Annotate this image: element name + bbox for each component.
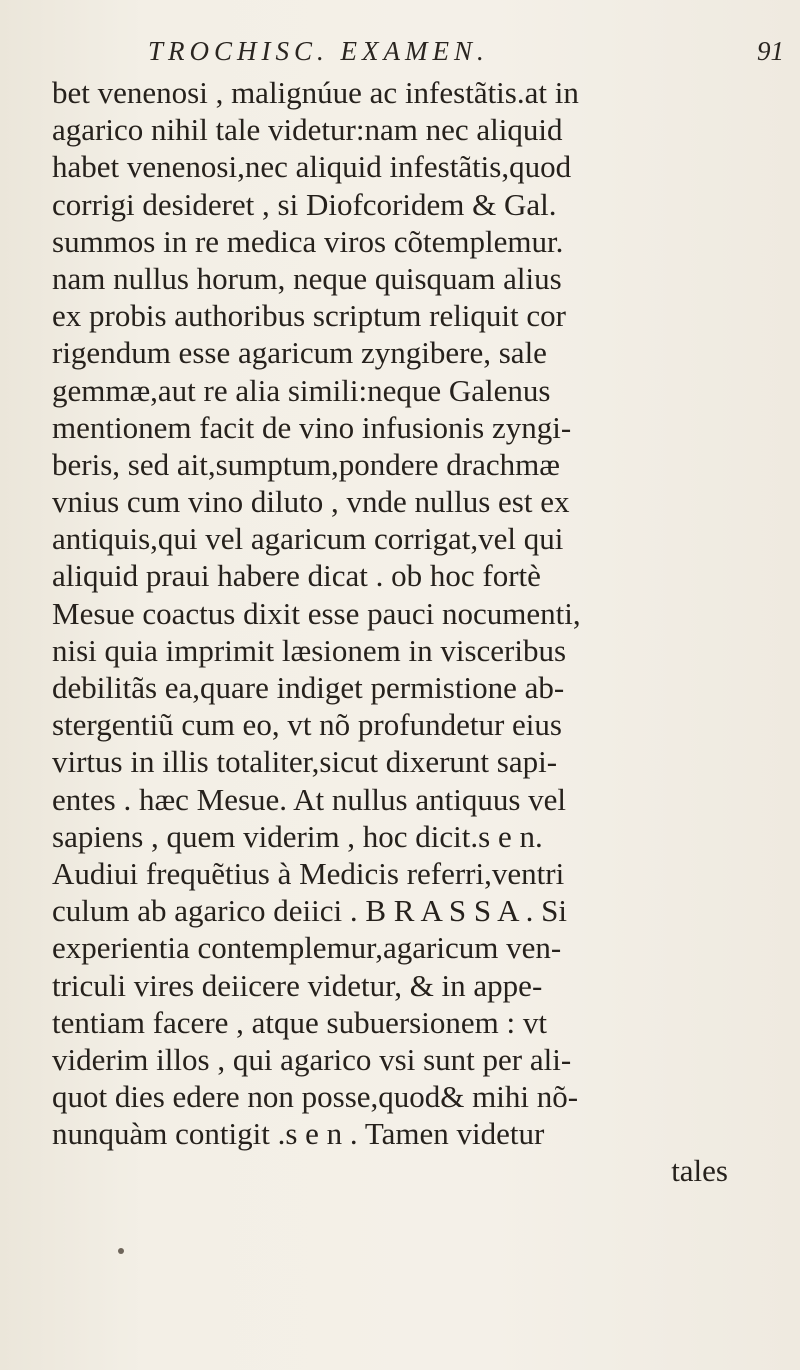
text-line: aliquid praui habere dicat . ob hoc fortè — [52, 558, 541, 594]
text-line: nam nullus horum, neque quisquam alius — [52, 260, 562, 296]
text-line: rigendum esse agaricum zyngibere, sale — [52, 335, 547, 371]
text-line: entes . hæc Mesue. At nullus antiquus vel — [52, 781, 567, 817]
text-line: sapiens , quem viderim , hoc dicit.s e n. — [52, 818, 543, 854]
text-line: habet venenosi,nec aliquid infestãtis,quod — [52, 149, 572, 185]
text-line: vnius cum vino diluto , vnde nullus est ex — [52, 484, 570, 520]
running-title: TROCHISC. EXAMEN. — [148, 36, 489, 66]
text-line: Audiui frequẽtius à Medicis referri,ventri — [52, 855, 565, 891]
body-text — [52, 74, 788, 1190]
text-line: nisi quia imprimit læsionem in visceribus — [52, 632, 567, 668]
text-line: bet venenosi , malignúue ac infestãtis.at in — [52, 75, 579, 110]
text-line: summos in re medica viros cõtemplemur. — [52, 223, 564, 259]
text-line: tentiam facere , atque subuersionem : vt — [52, 1004, 547, 1040]
text-line: Mesue coactus dixit esse pauci nocumenti, — [52, 595, 581, 631]
ink-speck — [118, 1248, 124, 1254]
text-line: viderim illos , qui agarico vsi sunt per ali- — [52, 1041, 572, 1077]
text-line: experientia contemplemur,agaricum ven- — [52, 930, 562, 966]
text-line: agarico nihil tale videtur:nam nec aliquid — [52, 112, 563, 148]
text-line: culum ab agarico deiici . B R A S S A . Si — [52, 893, 567, 929]
catchword: tales — [671, 1153, 728, 1189]
text-line: antiquis,qui vel agaricum corrigat,vel qui — [52, 521, 564, 557]
text-line: corrigi desideret , si Diofcoridem & Gal. — [52, 186, 557, 222]
text-line: ex probis authoribus scriptum reliquit cor — [52, 298, 566, 334]
page-number: 91 — [757, 36, 784, 66]
running-head — [60, 36, 784, 76]
text-line: nunquàm contigit .s e n . Tamen videtur — [52, 1116, 545, 1152]
text-line: stergentiũ cum eo, vt nõ profundetur eius — [52, 707, 562, 743]
text-line: virtus in illis totaliter,sicut dixerunt sapi- — [52, 744, 558, 780]
text-line: debilitãs ea,quare indiget permistione ab- — [52, 670, 565, 705]
text-line: triculi vires deiicere videtur, & in appe- — [52, 967, 543, 1003]
text-line: beris, sed ait,sumptum,pondere drachmæ — [52, 446, 560, 482]
text-line: quot dies edere non posse,quod& mihi nõ- — [52, 1079, 579, 1115]
text-line: mentionem facit de vino infusionis zyngi- — [52, 409, 572, 445]
text-line: gemmæ,aut re alia simili:neque Galenus — [52, 372, 551, 408]
